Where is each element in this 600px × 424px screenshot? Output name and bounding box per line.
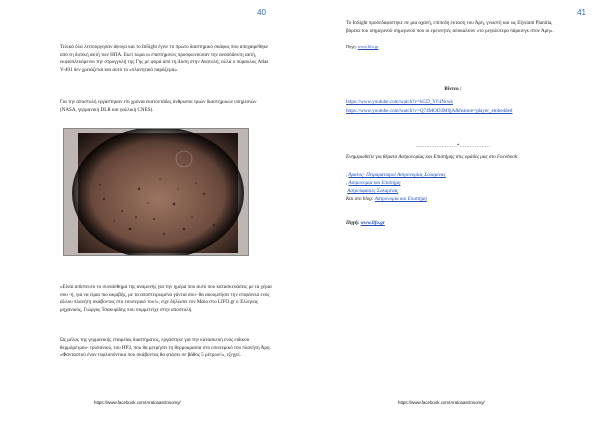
paragraph: «Είναι απίστευτο το συναίσθημα της αναμονής για την ημέρα που αυτό που κατασκευάσεις με τα χέρια σου -ή, για να είμαι πιο ακριβής, με τα αποστειρωμένα γάντια σου- θα ακουμπήσει την επιφάνεια ενός άλλου πλανήτη σκάβοντας στο εσωτερικό του!», είχε δηλώσει τον Μάιο στο LIFO.gr ο Έλληνας μηχανικός, Γιώργος Τσακυρίδης που συμμετείχε στην αποστολή. (60, 284, 272, 313)
blog-line (346, 196, 560, 204)
videos-heading: Βίντεο : (444, 86, 462, 92)
group-item (346, 188, 560, 196)
blog-label: Και στο blog: (346, 196, 375, 202)
page-footer-url[interactable]: https://www.facebook.com/Aratosastronomy/ (398, 400, 485, 405)
blog-link[interactable]: Αστρονομία και Επιστήμη (374, 196, 427, 202)
source-label: Πηγή: (346, 44, 358, 49)
group-link[interactable]: Αστροϋφάσιες Σολαμίνας (347, 188, 399, 194)
separator: ……………………*……………… (416, 143, 490, 149)
paragraph: Ως μέλος της γερμανικής εταιρείας διαστήματος, εργάστηκε για την κατασκευή ενός ειδικού θερμόμετρου- τρυπανιού, του HP3, που θα μετρήσει τη θερμοκρασία στο εσωτερικό του πλανήτη Άρη. «Φανταστού έναν τυφλοπόντικα που σκάβοντας θα φτάσει σε βάθος 5 μέτρων!», εξηγεί. (60, 337, 271, 359)
source-label: Πηγή: (346, 220, 361, 226)
group-link[interactable]: Αστρονομία και Επιστήμη (348, 180, 401, 186)
page-number: 41 (577, 8, 586, 17)
group-link[interactable]: Άρατος- Πειραματισμοί Αστρονομίας Σολαμίνας (348, 172, 446, 178)
source-line (346, 44, 560, 50)
page-footer-url[interactable]: https://www.facebook.com/Aratosastronomy/ (94, 400, 181, 405)
paragraph: Για την αποστολή εργάστηκαν επί χρόνια εκατοντάδες άνθρωποι τριών διαστημικών υπηρεσιών (NASA, γερμανική DLR και γαλλική CNES). (60, 99, 257, 113)
source-line (346, 220, 560, 228)
source-link[interactable]: www.lifo.gr (357, 44, 379, 49)
video-link[interactable]: https://www.youtube.com/watch?v=Q74MOD3M6jA&feature=player_embedded (346, 108, 513, 114)
info-line: Ενημερωθείτε για θέματα Αστρονομίας και Επιστήμης στις ομάδες μας στο Facebook: (346, 154, 519, 160)
source-link[interactable]: www.lifo.gr (360, 220, 385, 226)
page-number: 40 (257, 8, 266, 17)
video-link[interactable]: https://www.youtube.com/watch?v=hGD_YF4Nrwk (346, 99, 453, 105)
paragraph: Το InSight προσεδαφίστηκε σε μια αχανή, επίπεδη έκταση του Άρη, γνωστή και ως Elysium Planitia, βόρεια του ισημερινού σημερινού που οι ερευνητές αποκαλούν «το μεγαλύτερο πάρκινγκ στον Άρη». (346, 20, 554, 34)
right-page (300, 0, 600, 424)
mars-surface-photo (63, 128, 249, 256)
group-item: , Άρατος- Πειραματισμοί Αστρονομίας Σολαμίνας (346, 172, 446, 178)
paragraph: Τελικά όλα λειτούργησαν άψογα και το InSight έγινε το πρώτο διαστημικό σκάφος που αποχαιρέθηκε από τη δυτική ακτή των ΗΠΑ. Εκεί τώρα οι επιστήμονες προσφωνούσαν την αναπόδεκτη ακτή, εκφιόπλεκόμενοι την στρογγυλή της Γης με φορά από τη Δύση στην Ανατολή, αλλά ο πύραυλος Atlas V-401 δεν χρειάζεται και αυτό το «πλανητικό παράξεμα». (60, 44, 269, 73)
group-item: , Αστρονομία και Επιστήμη (346, 180, 401, 186)
